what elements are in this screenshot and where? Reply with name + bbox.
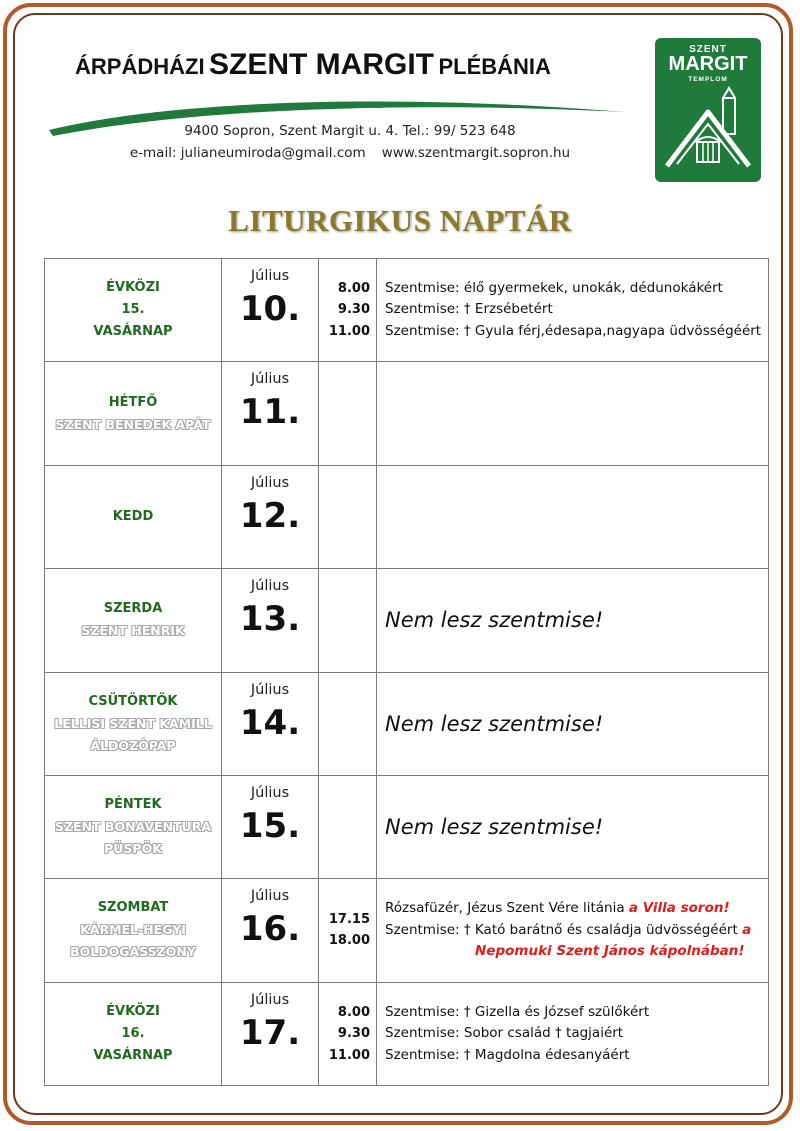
logo-word-1: SZENT [689, 44, 727, 55]
day-number: 12. [239, 495, 301, 536]
calendar-row [45, 879, 769, 982]
address-line: 9400 Sopron, Szent Margit u. 4. Tel.: 99/ 523 648 [184, 123, 516, 139]
parish-main: SZENT MARGIT [209, 48, 435, 81]
day-name: SZOMBAT [97, 900, 169, 916]
day-number: 10. [239, 289, 301, 329]
day-number: 11. [239, 392, 301, 433]
day-number: 16. [239, 909, 301, 950]
saint-name: BOLDOGASSZONY [70, 944, 196, 960]
day-cell [45, 672, 222, 775]
date-cell [222, 775, 319, 878]
day-name: ÉVKÖZI [106, 1003, 160, 1019]
event-text: Rózsafüzér, Jézus Szent Vére litánia [385, 900, 629, 917]
date-cell [222, 982, 319, 1085]
event-line [385, 941, 768, 963]
times-cell [319, 465, 377, 568]
day-cell [45, 569, 222, 672]
day-cell [45, 775, 222, 878]
day-number: 15. [239, 805, 301, 846]
no-mass-note: Nem lesz szentmise! [377, 569, 769, 672]
website-text: www.szentmargit.sopron.hu [381, 145, 571, 161]
day-name: SZERDA [103, 601, 163, 617]
times-cell [319, 982, 377, 1085]
events-cell [377, 465, 769, 568]
day-name: 15. [121, 302, 145, 318]
saint-name: KÁRMEL-HEGYI [80, 922, 186, 938]
mass-time: 9.30 [337, 1026, 370, 1042]
month-label: Július [250, 888, 290, 905]
event-line: Szentmise: Sobor család † tagjaiért [385, 1025, 624, 1042]
times-cell [319, 362, 377, 465]
times-cell [319, 569, 377, 672]
date-cell [222, 879, 319, 982]
calendar-row [45, 259, 769, 362]
events-cell [377, 362, 769, 465]
day-name: ÉVKÖZI [106, 280, 160, 296]
day-name: CSÜTÖRTÖK [88, 693, 178, 709]
saint-name: SZENT HENRIK [81, 623, 185, 639]
calendar-row [45, 672, 769, 775]
date-cell [222, 569, 319, 672]
month-label: Július [250, 371, 290, 388]
contact-line [0, 145, 700, 161]
month-label: Július [250, 991, 290, 1008]
parish-suffix: PLÉBÁNIA [438, 54, 551, 79]
day-cell [45, 879, 222, 982]
day-name: HÉTFŐ [108, 394, 158, 410]
event-location: Nepomuki Szent János kápolnában! [475, 943, 745, 960]
date-cell [222, 259, 319, 362]
day-number: 17. [239, 1012, 301, 1053]
page-title: LITURGIKUS NAPTÁR [228, 203, 572, 238]
mass-time: 8.00 [337, 1004, 370, 1020]
saint-name: SZENT BONAVENTURA [54, 819, 212, 835]
saint-name: LELLISI SZENT KAMILL [54, 715, 212, 731]
day-name: VASÁRNAP [93, 1047, 173, 1063]
calendar-row [45, 569, 769, 672]
mass-time: 17.15 [328, 911, 370, 927]
day-number: 14. [239, 702, 301, 743]
saint-name: PÜSPÖK [104, 841, 162, 857]
logo-word-3: TEMPLOM [688, 76, 728, 83]
date-cell [222, 362, 319, 465]
logo-word-2: MARGIT [668, 53, 748, 75]
calendar-row [45, 775, 769, 878]
event-line: Szentmise: † Erzsébetért [385, 301, 553, 318]
event-location: a Villa soron! [628, 900, 730, 917]
no-mass-note: Nem lesz szentmise! [377, 775, 769, 878]
times-cell [319, 259, 377, 362]
parish-name [75, 48, 551, 82]
mass-time: 9.30 [337, 302, 370, 318]
mass-time: 8.00 [337, 280, 370, 296]
mass-time: 11.00 [328, 323, 370, 339]
saint-name: SZENT BENEDEK APÁT [55, 416, 211, 432]
day-cell [45, 982, 222, 1085]
day-cell [45, 362, 222, 465]
church-logo [655, 38, 761, 182]
day-cell [45, 259, 222, 362]
day-name: PÉNTEK [104, 797, 162, 813]
times-cell [319, 879, 377, 982]
day-name: KEDD [112, 508, 154, 524]
email-text: e-mail: julianeumiroda@gmail.com [129, 145, 366, 161]
calendar-row [45, 465, 769, 568]
parish-prefix: ÁRPÁDHÁZI [75, 54, 205, 79]
month-label: Július [250, 681, 290, 698]
event-line [385, 920, 768, 942]
events-cell [377, 259, 769, 362]
mass-time: 11.00 [328, 1047, 370, 1063]
event-line: Szentmise: élő gyermekek, unokák, dédunokákért [385, 279, 723, 296]
month-label: Július [250, 474, 290, 491]
day-name: VASÁRNAP [93, 324, 173, 340]
month-label: Július [250, 784, 290, 801]
times-cell [319, 672, 377, 775]
events-cell [377, 982, 769, 1085]
month-label: Július [250, 268, 290, 284]
event-text: Szentmise: † Kató barátnő és családja üdvösségéért [385, 921, 743, 938]
event-line [385, 898, 768, 920]
saint-name: ÁLDOZÓPAP [90, 737, 176, 753]
events-cell [377, 879, 769, 982]
date-cell [222, 672, 319, 775]
event-line: Szentmise: † Magdolna édesanyáért [385, 1046, 630, 1063]
event-location: a [742, 921, 752, 938]
no-mass-note: Nem lesz szentmise! [377, 672, 769, 775]
calendar-row [45, 362, 769, 465]
event-line: Szentmise: † Gyula férj,édesapa,nagyapa üdvösségéért [385, 322, 762, 339]
calendar-row [45, 982, 769, 1085]
month-label: Július [250, 578, 290, 595]
calendar-body [45, 259, 769, 1086]
day-name: 16. [121, 1025, 145, 1041]
mass-time: 18.00 [328, 933, 370, 949]
liturgical-calendar-table [44, 258, 769, 1086]
day-number: 13. [239, 599, 301, 640]
times-cell [319, 775, 377, 878]
event-line: Szentmise: † Gizella és József szülőkért [385, 1003, 650, 1020]
day-cell [45, 465, 222, 568]
date-cell [222, 465, 319, 568]
